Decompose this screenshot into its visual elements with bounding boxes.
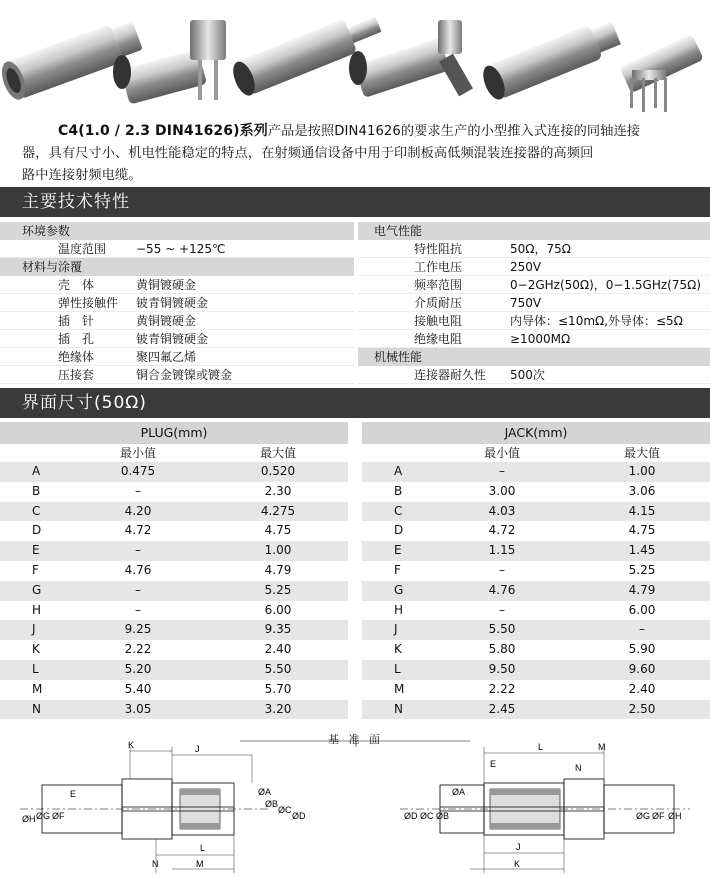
- max-value: 2.40: [628, 681, 656, 696]
- min-value: 3.00: [488, 483, 516, 498]
- dimension-letter: N: [394, 701, 403, 716]
- jack-label-k: K: [514, 859, 521, 869]
- intro-paragraph: [22, 120, 694, 187]
- plug-table-title: PLUG(mm): [0, 422, 348, 444]
- table-row: [0, 620, 348, 640]
- max-value: 9.35: [264, 622, 292, 637]
- max-value: 6.00: [628, 602, 656, 617]
- series-name: C4(1.0 / 2.3 DIN41626)系列: [58, 123, 268, 139]
- jack-dimension-table: [362, 422, 710, 719]
- spec-value: 50Ω，75Ω: [510, 242, 571, 256]
- max-value: 3.06: [628, 483, 656, 498]
- jack-label-m: M: [598, 742, 606, 752]
- plug-label-k: K: [128, 740, 135, 750]
- dimension-letter: C: [32, 503, 41, 518]
- min-value: 5.20: [124, 661, 152, 676]
- plug-drawing: [20, 740, 306, 873]
- max-value: 5.25: [628, 562, 656, 577]
- jack-max-header: 最大值: [623, 446, 660, 460]
- intro-line-1-text: 产品是按照DIN41626的要求生产的小型推入式连接的同轴连接: [267, 124, 641, 139]
- table-row: [362, 462, 710, 482]
- jack-label-n: N: [575, 763, 582, 773]
- spec-value: 750V: [510, 296, 542, 310]
- dimension-letter: F: [394, 562, 401, 577]
- spec-key: 绝缘体: [58, 350, 95, 364]
- plug-max-header: 最大值: [259, 446, 296, 460]
- spec-row: [0, 312, 354, 330]
- max-value: 4.79: [264, 562, 292, 577]
- dimension-letter: B: [32, 483, 41, 498]
- jack-label-f: ØF: [652, 811, 665, 821]
- plug-dimension-table: [0, 422, 348, 719]
- connector-photo-6: [620, 34, 704, 112]
- table-row: [0, 502, 348, 522]
- table-row: [362, 581, 710, 601]
- spec-key: 特性阻抗: [414, 242, 463, 256]
- jack-table-body: [362, 462, 710, 719]
- product-photos: [0, 0, 710, 118]
- spec-row: [358, 366, 710, 384]
- spec-row: [0, 240, 354, 258]
- max-value: –: [639, 622, 645, 637]
- jack-label-a: ØA: [452, 787, 466, 797]
- table-row: [0, 700, 348, 720]
- min-value: 2.45: [488, 701, 516, 716]
- min-value: –: [499, 562, 505, 577]
- table-row: [362, 561, 710, 581]
- max-value: 5.70: [264, 681, 292, 696]
- max-value: 4.75: [628, 523, 656, 538]
- max-value: 9.60: [628, 661, 656, 676]
- specs-left-column: [0, 222, 354, 384]
- min-value: 1.15: [488, 543, 516, 558]
- jack-table-header: [362, 444, 710, 462]
- spec-value: 500次: [510, 368, 545, 382]
- plug-label-e: E: [70, 789, 77, 799]
- min-value: –: [135, 483, 141, 498]
- spec-row: [358, 276, 710, 294]
- spec-row: [0, 366, 354, 384]
- min-value: 5.80: [488, 642, 516, 657]
- spec-row: [358, 312, 710, 330]
- dimension-letter: B: [394, 483, 403, 498]
- plug-label-c: ØC: [278, 805, 292, 815]
- spec-value: 250V: [510, 260, 542, 274]
- dimension-letter: G: [32, 582, 42, 597]
- spec-key: 插 孔: [58, 332, 95, 346]
- jack-label-b: ØB: [436, 811, 450, 821]
- intro-line-3: 路中连接射频电缆。: [22, 168, 142, 183]
- spec-row: [358, 330, 710, 348]
- table-row: [0, 482, 348, 502]
- min-value: –: [135, 543, 141, 558]
- max-value: 4.75: [264, 523, 292, 538]
- dimension-letter: J: [32, 622, 36, 637]
- max-value: 1.45: [628, 543, 656, 558]
- plug-label-m: M: [196, 859, 204, 869]
- plug-label-d: ØD: [292, 811, 306, 821]
- table-row: [0, 581, 348, 601]
- dimension-letter: H: [394, 602, 404, 617]
- spec-row: [358, 294, 710, 312]
- dims-section-title: 界面尺寸(50Ω): [0, 388, 710, 418]
- spec-key: 压接套: [58, 368, 95, 382]
- jack-drawing: [400, 742, 690, 873]
- spec-row: [0, 294, 354, 312]
- table-row: [362, 640, 710, 660]
- jack-table-title: JACK(mm): [362, 422, 710, 444]
- dimension-letter: H: [32, 602, 42, 617]
- dimension-letter: D: [32, 523, 42, 538]
- jack-label-l: L: [538, 742, 544, 752]
- min-value: 9.50: [488, 661, 516, 676]
- specs-section-title: 主要技术特性: [0, 187, 710, 217]
- spec-value: −55 ~ +125℃: [136, 242, 226, 256]
- min-value: 4.76: [488, 582, 516, 597]
- table-row: [0, 521, 348, 541]
- intro-line-2: 器，具有尺寸小、机电性能稳定的特点，在射频通信设备中用于印制板高低频混装连接器的高频回: [22, 146, 594, 161]
- min-value: 5.50: [488, 622, 516, 637]
- spec-key: 弹性接触件: [58, 296, 119, 310]
- max-value: 4.15: [628, 503, 656, 518]
- table-row: [362, 620, 710, 640]
- max-value: 2.50: [628, 701, 656, 716]
- table-row: [362, 521, 710, 541]
- spec-group-header: 环境参数: [0, 222, 354, 240]
- dimension-letter: J: [394, 622, 398, 637]
- spec-row: [0, 348, 354, 366]
- plug-label-l: L: [200, 843, 206, 853]
- dimension-letter: E: [32, 543, 40, 558]
- spec-value: 铍青铜镀硬金: [136, 296, 209, 310]
- dimension-letter: M: [394, 681, 405, 696]
- plug-label-j: J: [195, 744, 200, 754]
- plug-table-body: [0, 462, 348, 719]
- jack-label-g: ØG: [636, 811, 651, 821]
- jack-label-j: J: [516, 842, 521, 852]
- spec-key: 连接器耐久性: [414, 368, 487, 382]
- min-value: 4.72: [488, 523, 516, 538]
- min-value: –: [499, 464, 505, 478]
- table-row: [362, 700, 710, 720]
- spec-group-header: 电气性能: [358, 222, 710, 240]
- plug-min-header: 最小值: [119, 446, 156, 460]
- spec-value: 铜合金镀镍或镀金: [136, 368, 233, 382]
- intro-line-1: [22, 120, 694, 143]
- min-value: –: [135, 602, 141, 617]
- plug-label-n: N: [152, 859, 159, 869]
- spec-key: 温度范围: [58, 242, 107, 256]
- min-value: 9.25: [124, 622, 152, 637]
- min-value: –: [135, 582, 141, 597]
- dimension-letter: A: [394, 464, 403, 478]
- table-row: [0, 640, 348, 660]
- table-row: [362, 502, 710, 522]
- spec-group-header: 机械性能: [358, 348, 710, 366]
- spec-row: [0, 276, 354, 294]
- min-value: 5.40: [124, 681, 152, 696]
- max-value: 5.50: [264, 661, 292, 676]
- spec-key: 介质耐压: [414, 296, 463, 310]
- min-value: 4.72: [124, 523, 152, 538]
- spec-value: 内导体：≤10mΩ,外导体：≤5Ω: [510, 314, 683, 328]
- dimension-letter: K: [394, 642, 402, 657]
- spec-key: 壳 体: [58, 278, 95, 292]
- plug-label-g: ØG: [36, 811, 51, 821]
- table-row: [0, 541, 348, 561]
- dimension-letter: E: [394, 543, 402, 558]
- table-row: [362, 680, 710, 700]
- dimension-letter: L: [394, 661, 401, 676]
- table-row: [362, 482, 710, 502]
- dimension-letter: K: [32, 642, 40, 657]
- spec-key: 插 针: [58, 314, 95, 328]
- max-value: 5.25: [264, 582, 292, 597]
- jack-label-c: ØC: [420, 811, 434, 821]
- jack-label-h: ØH: [668, 811, 682, 821]
- max-value: 3.20: [264, 701, 292, 716]
- table-row: [0, 601, 348, 621]
- connector-photo-5: [479, 16, 623, 102]
- reference-plane-label: 基 准 面: [328, 733, 383, 746]
- specs-right-column: [358, 222, 710, 384]
- min-value: 3.05: [124, 701, 152, 716]
- connector-photos-image: [0, 0, 710, 118]
- interface-drawing: [0, 727, 710, 877]
- table-row: [362, 541, 710, 561]
- spec-key: 绝缘电阻: [414, 332, 463, 346]
- table-row: [0, 680, 348, 700]
- max-value: 4.79: [628, 582, 656, 597]
- min-value: 0.475: [120, 464, 156, 478]
- table-row: [362, 601, 710, 621]
- spec-key: 工作电压: [414, 260, 463, 274]
- max-value: 0.520: [260, 464, 296, 478]
- dimension-letter: D: [394, 523, 404, 538]
- min-value: 2.22: [488, 681, 516, 696]
- spec-value: 0−2GHz(50Ω)，0−1.5GHz(75Ω): [510, 278, 701, 292]
- spec-row: [358, 258, 710, 276]
- spec-value: 黄铜镀硬金: [136, 278, 197, 292]
- max-value: 5.90: [628, 642, 656, 657]
- dimension-letter: N: [32, 701, 41, 716]
- dimension-letter: G: [394, 582, 404, 597]
- max-value: 6.00: [264, 602, 292, 617]
- spec-key: 接触电阻: [414, 314, 463, 328]
- plug-label-b: ØB: [265, 799, 279, 809]
- min-value: 4.03: [488, 503, 516, 518]
- spec-group-header: 材料与涂覆: [0, 258, 354, 276]
- max-value: 2.30: [264, 483, 292, 498]
- spec-row: [0, 330, 354, 348]
- dimension-letter: C: [394, 503, 403, 518]
- spec-key: 频率范围: [414, 278, 463, 292]
- table-row: [0, 660, 348, 680]
- min-value: 4.20: [124, 503, 152, 518]
- table-row: [0, 462, 348, 482]
- min-value: –: [499, 602, 505, 617]
- plug-label-h: ØH: [22, 814, 36, 824]
- spec-row: [358, 240, 710, 258]
- plug-label-f: ØF: [52, 811, 65, 821]
- dimension-letter: M: [32, 681, 43, 696]
- spec-value: 聚四氟乙烯: [136, 350, 197, 364]
- technical-drawing: [0, 727, 710, 877]
- max-value: 4.275: [260, 503, 296, 518]
- spec-value: 铍青铜镀硬金: [136, 332, 209, 346]
- max-value: 2.40: [264, 642, 292, 657]
- max-value: 1.00: [628, 464, 656, 478]
- dimension-letter: F: [32, 562, 39, 577]
- dimension-letter: L: [32, 661, 39, 676]
- min-value: 4.76: [124, 562, 152, 577]
- spec-value: ≥1000MΩ: [510, 332, 571, 346]
- table-row: [0, 561, 348, 581]
- jack-min-header: 最小值: [483, 446, 520, 460]
- spec-value: 黄铜镀硬金: [136, 314, 197, 328]
- dimension-letter: A: [32, 464, 41, 478]
- jack-label-e: E: [490, 759, 497, 769]
- max-value: 1.00: [264, 543, 292, 558]
- plug-table-header: [0, 444, 348, 462]
- plug-label-a: ØA: [258, 787, 272, 797]
- jack-label-d: ØD: [404, 811, 418, 821]
- min-value: 2.22: [124, 642, 152, 657]
- table-row: [362, 660, 710, 680]
